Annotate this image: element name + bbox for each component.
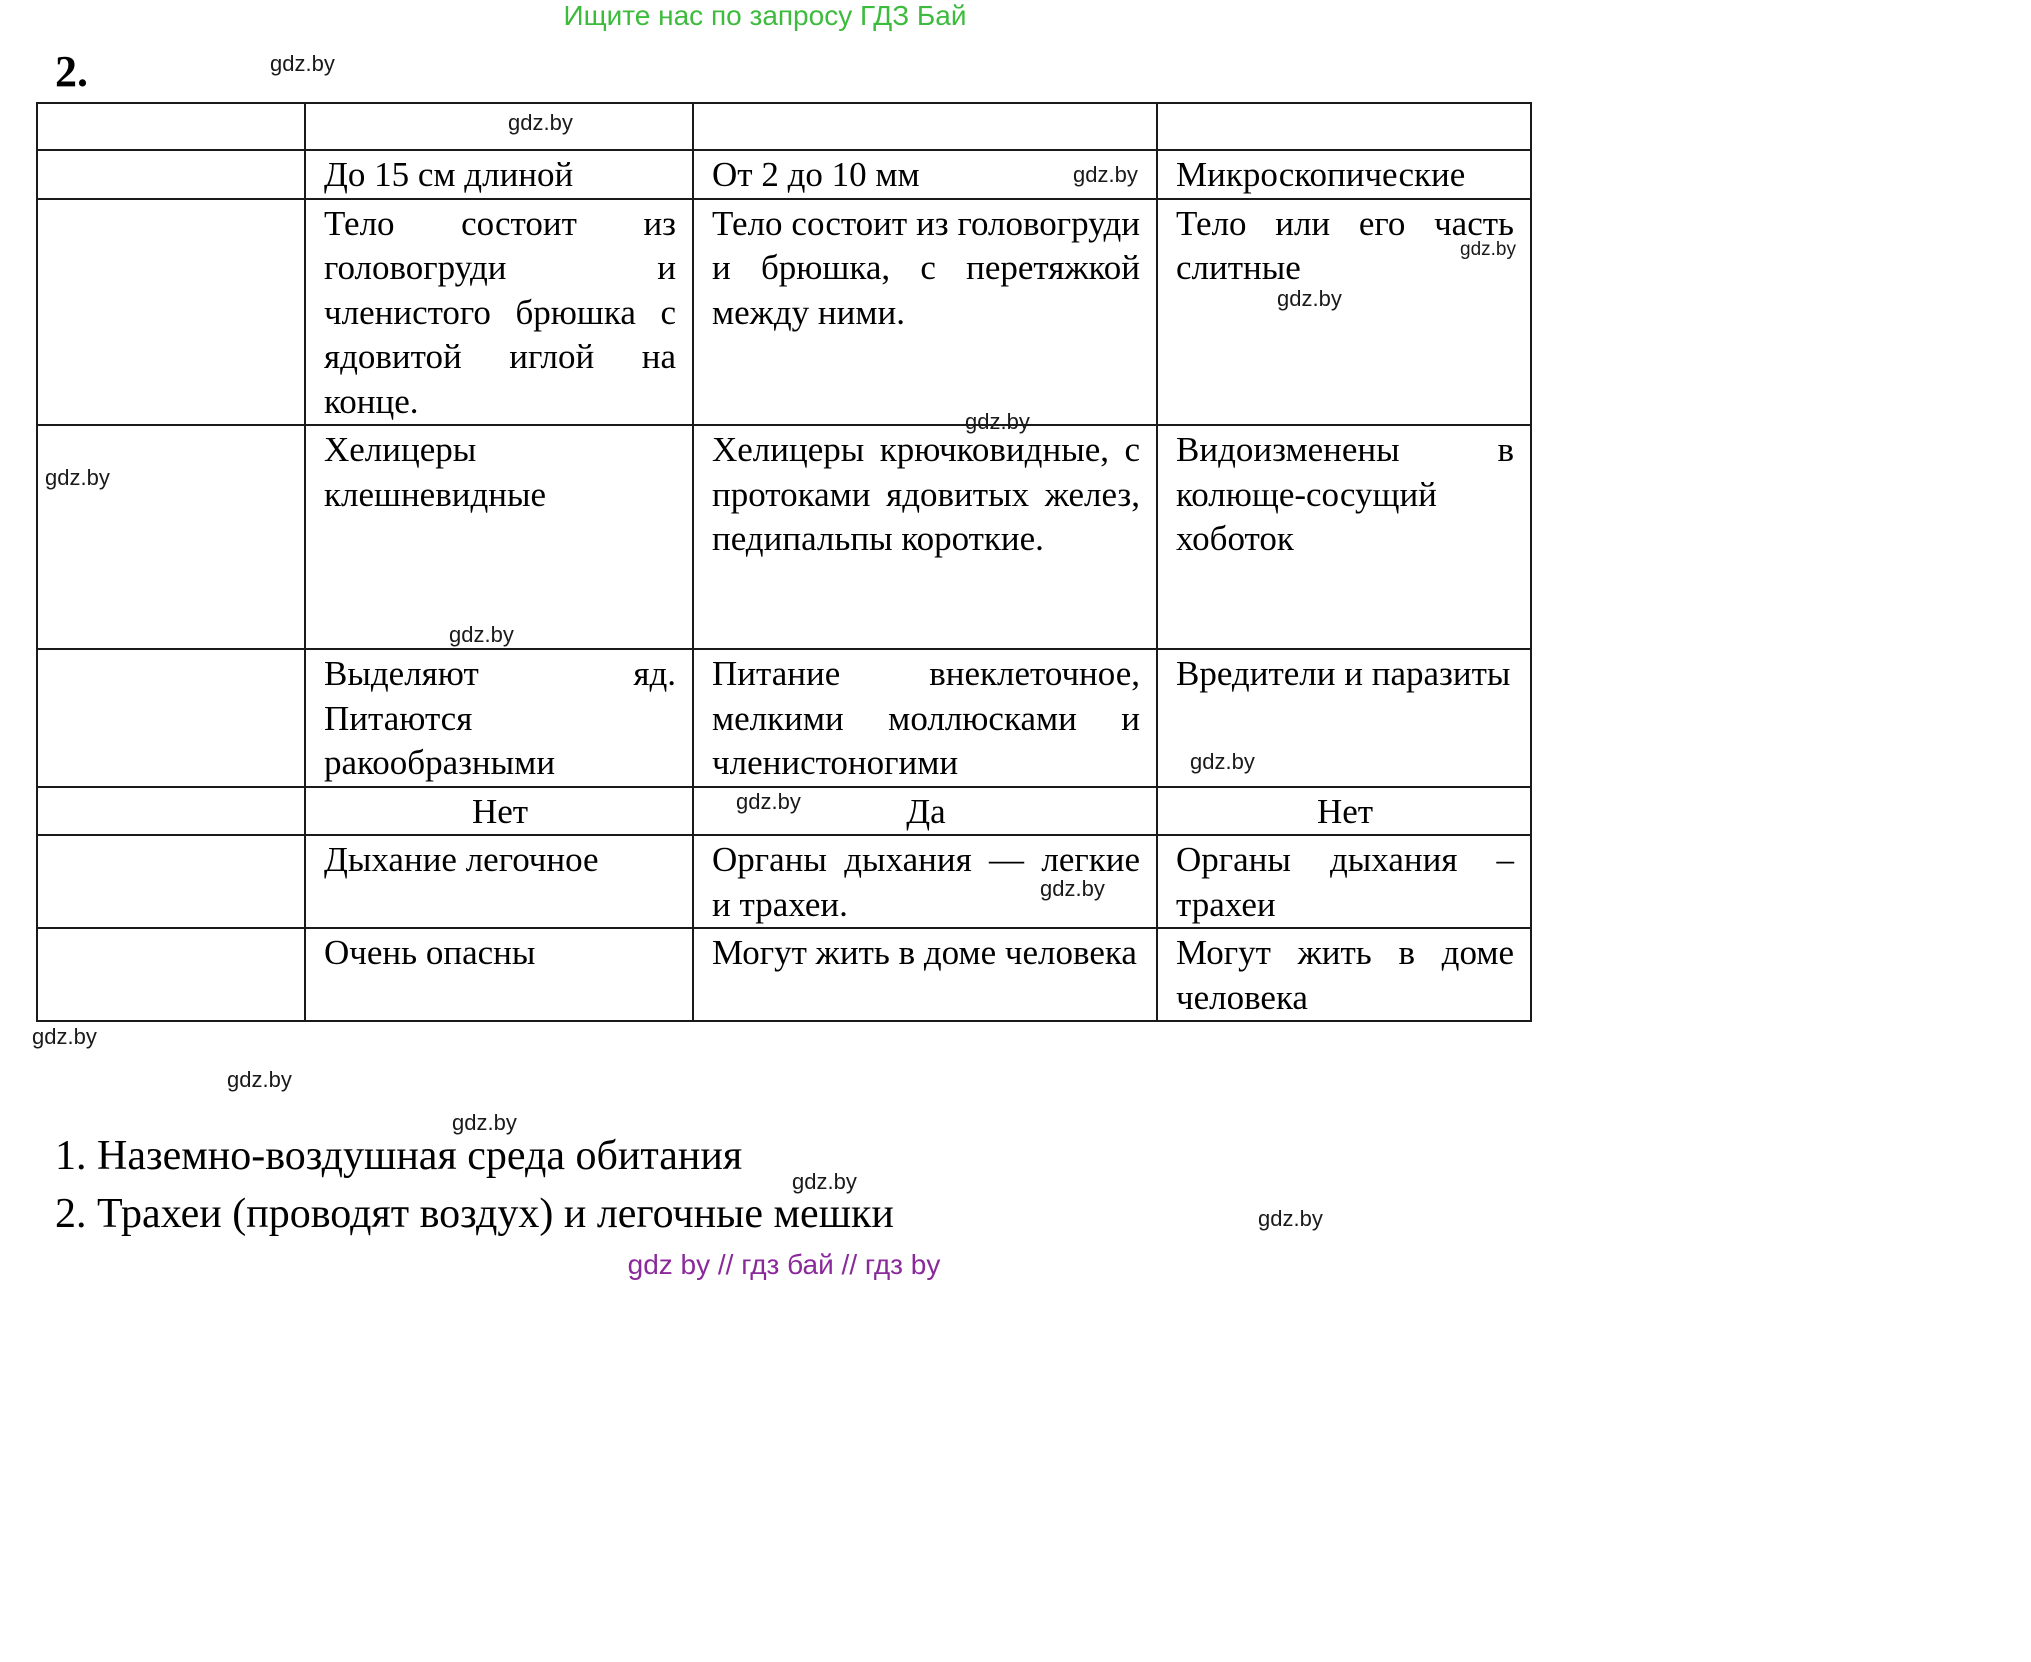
watermark: gdz.by [1460, 239, 1516, 260]
footer-links: gdz by // гдз бай // гдз by [627, 1249, 941, 1280]
table-cell [37, 835, 305, 928]
table-cell: Питание внеклеточное, мелкими моллюсками и членистоногими [693, 649, 1157, 787]
table-row [37, 649, 1531, 787]
table-cell: Тело состоит из головогруди и брюшка, с перетяжкой между ними. [693, 199, 1157, 426]
table-row [37, 103, 1531, 150]
table-cell [37, 103, 305, 150]
answer-item: 1. Наземно-воздушная среда обитания [55, 1133, 743, 1179]
table-cell: Хелицеры крючковидные, с протоками ядовитых желез, педипальпы короткие. [693, 425, 1157, 649]
table-cell [305, 103, 693, 150]
comparison-table [36, 102, 1532, 1022]
watermark: gdz.by [1258, 1206, 1323, 1231]
table-cell: До 15 см длиной [305, 150, 693, 199]
table-cell [37, 425, 305, 649]
table-cell [37, 199, 305, 426]
table-cell: Да [693, 787, 1157, 836]
table-cell: Нет [1157, 787, 1531, 836]
table-cell: Могут жить в доме человека [1157, 928, 1531, 1021]
watermark: gdz.by [736, 789, 801, 814]
table-cell: Выделяют яд. Питаются ракообразными [305, 649, 693, 787]
watermark: gdz.by [965, 409, 1030, 434]
table-cell: Дыхание легочное [305, 835, 693, 928]
table-cell [1157, 103, 1531, 150]
table-cell: Очень опасны [305, 928, 693, 1021]
table-cell: Тело состоит из головогруди и членистого брюшка с ядовитой иглой на конце. [305, 199, 693, 426]
watermark: gdz.by [508, 110, 573, 135]
table-cell: Микроскопические [1157, 150, 1531, 199]
watermark: gdz.by [792, 1169, 857, 1194]
watermark: gdz.by [1277, 286, 1342, 311]
task-number: 2. [55, 47, 88, 96]
table-cell: От 2 до 10 мм [693, 150, 1157, 199]
table-cell [37, 787, 305, 836]
table-cell [37, 649, 305, 787]
table-cell: Органы дыхания — легкие и трахеи. [693, 835, 1157, 928]
table-cell [37, 150, 305, 199]
watermark: gdz.by [227, 1067, 292, 1092]
watermark: gdz.by [45, 465, 110, 490]
table-cell: Хелицеры клешневидные [305, 425, 693, 649]
table-row [37, 150, 1531, 199]
top-banner: Ищите нас по запросу ГДЗ Бай [563, 0, 967, 31]
table-cell: Могут жить в доме человека [693, 928, 1157, 1021]
table-row [37, 928, 1531, 1021]
table-cell: Органы дыхания – трахеи [1157, 835, 1531, 928]
table-row [37, 425, 1531, 649]
table-cell: Нет [305, 787, 693, 836]
watermark: gdz.by [270, 51, 335, 76]
watermark: gdz.by [32, 1024, 97, 1049]
watermark: gdz.by [1190, 749, 1255, 774]
table-cell: Вредители и паразиты [1157, 649, 1531, 787]
watermark: gdz.by [449, 622, 514, 647]
table-cell: Тело или его часть слитные [1157, 199, 1531, 426]
watermark: gdz.by [1073, 162, 1138, 187]
answers-list [55, 1127, 894, 1243]
table-cell [693, 103, 1157, 150]
watermark: gdz.by [1040, 876, 1105, 901]
answer-item: 2. Трахеи (проводят воздух) и легочные мешки [55, 1191, 894, 1237]
watermark: gdz.by [452, 1110, 517, 1135]
table-cell: Видоизменены в колюще-сосущий хоботок [1157, 425, 1531, 649]
table-cell [37, 928, 305, 1021]
table-row [37, 835, 1531, 928]
table-row [37, 199, 1531, 426]
